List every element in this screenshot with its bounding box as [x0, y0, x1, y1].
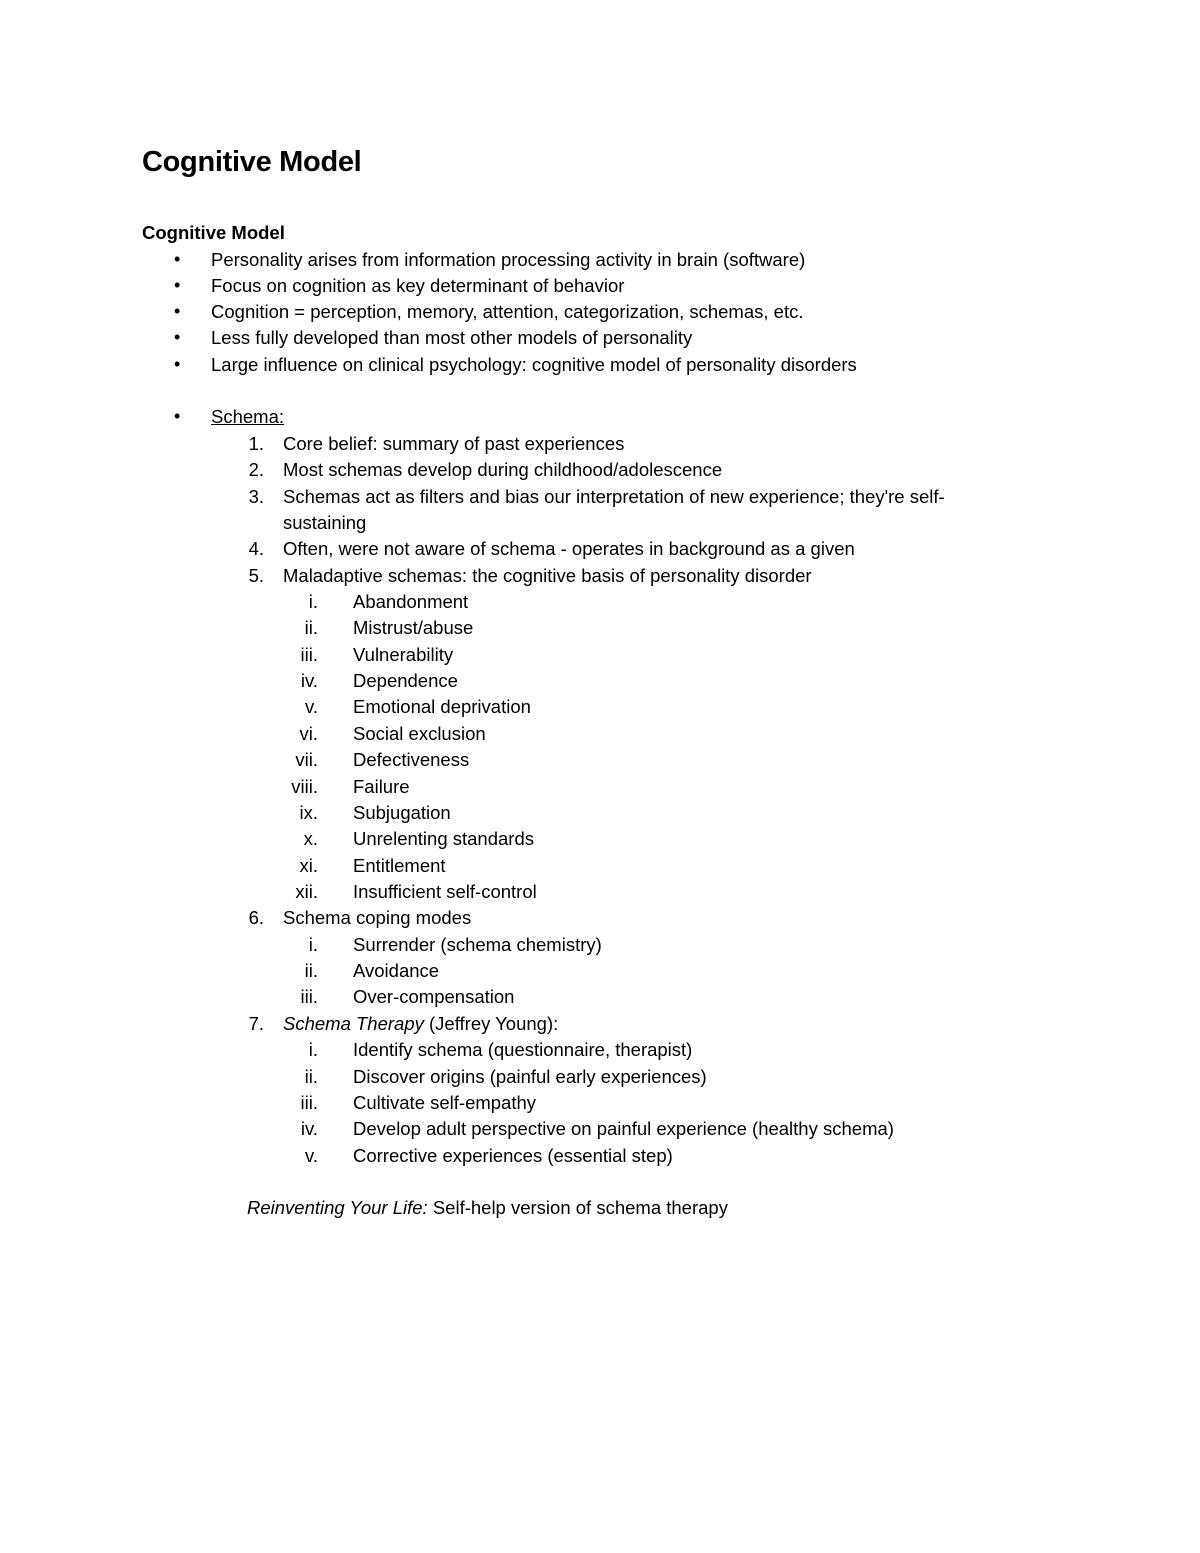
roman-number: i. — [308, 934, 318, 955]
roman-number: ii. — [304, 960, 318, 981]
section-heading: Cognitive Model — [142, 222, 285, 243]
roman-number: iii. — [300, 986, 318, 1007]
roman-number: vii. — [295, 749, 318, 770]
maladaptive-item: Insufficient self-control — [353, 881, 537, 902]
roman-number: viii. — [291, 776, 318, 797]
schema-item: Often, were not aware of schema - operates in background as a given — [283, 538, 855, 559]
roman-number: ii. — [304, 1066, 318, 1087]
schema-item: Schemas act as filters and bias our interpretation of new experience; they're self- — [283, 486, 945, 507]
bullet-marker: • — [174, 327, 181, 347]
roman-number: ix. — [299, 802, 318, 823]
maladaptive-item: Subjugation — [353, 802, 451, 823]
coping-item: Surrender (schema chemistry) — [353, 934, 602, 955]
bullet-marker: • — [174, 249, 181, 269]
bullet-marker: • — [174, 406, 181, 426]
therapy-item: Corrective experiences (essential step) — [353, 1145, 673, 1166]
schema-therapy-author: (Jeffrey Young): — [423, 1013, 559, 1034]
maladaptive-item: Unrelenting standards — [353, 828, 534, 849]
list-number: 7. — [248, 1013, 264, 1034]
bullet-marker: • — [174, 275, 181, 295]
bullet-item: Personality arises from information processing activity in brain (software) — [211, 249, 806, 270]
bullet-item: Large influence on clinical psychology: cognitive model of personality disorders — [211, 354, 857, 375]
book-title: Reinventing Your Life: — [247, 1197, 428, 1218]
roman-number: v. — [304, 696, 318, 717]
footer-note — [247, 1196, 728, 1220]
roman-number: x. — [303, 828, 318, 849]
maladaptive-item: Defectiveness — [353, 749, 470, 770]
therapy-item: Identify schema (questionnaire, therapist) — [353, 1039, 693, 1060]
list-number: 2. — [248, 459, 264, 480]
schema-item: Maladaptive schemas: the cognitive basis of personality disorder — [283, 565, 812, 586]
schema-therapy-title: Schema Therapy — [283, 1013, 424, 1034]
bullet-item: Focus on cognition as key determinant of behavior — [211, 275, 625, 296]
maladaptive-item: Vulnerability — [353, 644, 454, 665]
schema-item-continuation: sustaining — [283, 512, 367, 533]
coping-item: Avoidance — [353, 960, 440, 981]
schema-item: Most schemas develop during childhood/adolescence — [283, 459, 723, 480]
therapy-item: Cultivate self-empathy — [353, 1092, 537, 1113]
maladaptive-item: Social exclusion — [353, 723, 486, 744]
roman-number: v. — [304, 1145, 318, 1166]
therapy-item: Develop adult perspective on painful experience (healthy schema) — [353, 1118, 894, 1139]
bullet-item: Cognition = perception, memory, attention, categorization, schemas, etc. — [211, 301, 804, 322]
list-number: 3. — [248, 486, 264, 507]
roman-number: ii. — [304, 617, 318, 638]
list-number: 5. — [248, 565, 264, 586]
maladaptive-item: Mistrust/abuse — [353, 617, 474, 638]
maladaptive-item: Abandonment — [353, 591, 469, 612]
maladaptive-item: Dependence — [353, 670, 458, 691]
maladaptive-item: Failure — [353, 776, 410, 797]
schema-item: Schema coping modes — [283, 907, 472, 928]
roman-number: xi. — [299, 855, 318, 876]
roman-number: i. — [308, 1039, 318, 1060]
coping-item: Over-compensation — [353, 986, 515, 1007]
roman-number: iv. — [300, 1118, 318, 1139]
maladaptive-item: Entitlement — [353, 855, 446, 876]
roman-number: iii. — [300, 1092, 318, 1113]
roman-number: xii. — [295, 881, 318, 902]
list-number: 1. — [248, 433, 264, 454]
footer-text: Self-help version of schema therapy — [427, 1197, 728, 1218]
list-number: 4. — [248, 538, 264, 559]
bullet-marker: • — [174, 354, 181, 374]
page-title: Cognitive Model — [142, 146, 362, 178]
list-number: 6. — [248, 907, 264, 928]
bullet-marker: • — [174, 301, 181, 321]
roman-number: vi. — [299, 723, 318, 744]
roman-number: i. — [308, 591, 318, 612]
schema-label: Schema: — [211, 406, 285, 427]
schema-item — [283, 1012, 558, 1036]
therapy-item: Discover origins (painful early experiences) — [353, 1066, 707, 1087]
schema-item: Core belief: summary of past experiences — [283, 433, 625, 454]
roman-number: iii. — [300, 644, 318, 665]
roman-number: iv. — [300, 670, 318, 691]
bullet-item: Less fully developed than most other models of personality — [211, 327, 693, 348]
maladaptive-item: Emotional deprivation — [353, 696, 531, 717]
